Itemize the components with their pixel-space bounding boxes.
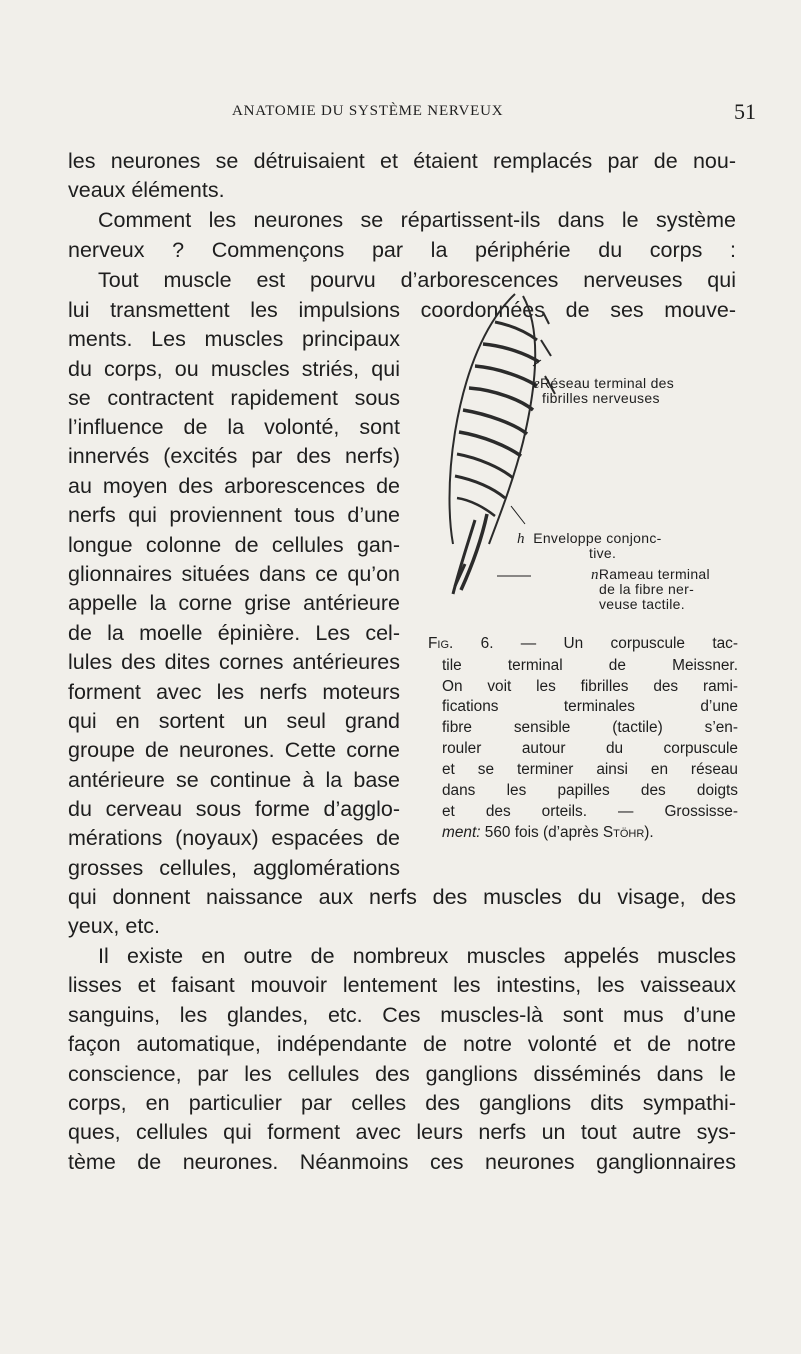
text-line: appelle la corne grise antérieure	[68, 591, 400, 615]
caption-text: 560 fois (d’après	[480, 824, 603, 841]
running-head	[50, 99, 756, 125]
text-line: de la moelle épinière. Les cel-	[68, 621, 400, 645]
text-line: se contractent rapidement sous	[68, 386, 400, 410]
text-line: yeux, etc.	[68, 914, 161, 938]
text-line: ques, cellules qui forment avec leurs nerfs un tout autre sys-	[68, 1120, 736, 1144]
meissner-corpuscle-figure	[425, 282, 745, 612]
text-line: corps, en particulier par celles des ganglions dits sympathi-	[68, 1091, 736, 1115]
label-e-key: e	[533, 376, 540, 392]
page-number: 51	[734, 99, 756, 124]
figure-caption-line	[442, 823, 738, 843]
caption-end: ).	[644, 824, 654, 841]
figure-caption-line: et des orteils. — Grossisse-	[442, 803, 738, 820]
text-line: conscience, par les cellules des ganglions disséminés dans le	[68, 1062, 736, 1086]
figure-caption-line: On voit les fibrilles des rami-	[442, 678, 738, 695]
label-h-line1: Enveloppe conjonc-	[533, 530, 662, 546]
figure-caption-line: fibre sensible (tactile) s’en-	[442, 719, 738, 736]
text-line: forment avec les nerfs moteurs	[68, 680, 400, 704]
text-line: l’influence de la volonté, sont	[68, 415, 400, 439]
figure-caption-line: tile terminal de Meissner.	[442, 657, 738, 674]
corpuscle-illustration	[425, 282, 745, 612]
text-line: Tout muscle est pourvu d’arborescences nerveuses qui	[98, 268, 736, 292]
text-line: tème de neurones. Néanmoins ces neurones ganglionnaires	[68, 1150, 736, 1174]
text-line: Il existe en outre de nombreux muscles appelés muscles	[98, 944, 736, 968]
label-h-key: h	[517, 531, 525, 547]
label-e-line1: Réseau terminal des	[539, 375, 675, 391]
text-line: nerfs qui proviennent tous d’une	[68, 503, 400, 527]
running-title: ANATOMIE DU SYSTÈME NERVEUX	[232, 103, 504, 119]
figure-caption-line: dans les papilles des doigts	[442, 782, 738, 799]
figure-caption-line	[428, 634, 738, 654]
text-line: les neurones se détruisaient et étaient remplacés par de nou-	[68, 149, 736, 173]
label-e-line2: fibrilles nerveuses	[542, 390, 660, 406]
caption-italic: ment:	[442, 824, 481, 841]
text-line: du cerveau sous forme d’agglo-	[68, 797, 400, 821]
text-line: innervés (excités par des nerfs)	[68, 444, 400, 468]
figure-caption-line: et se terminer ainsi en réseau	[442, 761, 738, 778]
text-line: au moyen des arborescences de	[68, 474, 400, 498]
figure-caption-line: rouler autour du corpuscule	[442, 740, 738, 757]
text-line: du corps, ou muscles striés, qui	[68, 357, 400, 381]
text-line: qui donnent naissance aux nerfs des muscles du visage, des	[68, 885, 736, 909]
label-n-line3: veuse tactile.	[599, 596, 685, 612]
text-line: Comment les neurones se répartissent-ils dans le système	[98, 208, 736, 232]
text-line: lules des dites cornes antérieures	[68, 650, 400, 674]
text-line: sanguins, les glandes, etc. Ces muscles-là sont mus d’une	[68, 1003, 736, 1027]
text-line: ments. Les muscles principaux	[68, 327, 400, 351]
text-line: longue colonne de cellules gan-	[68, 533, 400, 557]
figure-caption-line: fications terminales d’une	[442, 698, 738, 715]
text-line: antérieure se continue à la base	[68, 768, 400, 792]
text-line: glionnaires situées dans ce qu’on	[68, 562, 400, 586]
text-line: mérations (noyaux) espacées de	[68, 826, 400, 850]
label-n-line2: de la fibre ner-	[599, 581, 695, 597]
caption-text: — Un corpuscule tac-	[493, 635, 738, 652]
text-line: façon automatique, indépendante de notre volonté et de notre	[68, 1032, 736, 1056]
text-line: lisses et faisant mouvoir lentement les intestins, les vaisseaux	[68, 973, 736, 997]
label-n-line1: Rameau terminal	[598, 566, 710, 582]
caption-author: Stöhr	[602, 824, 645, 841]
text-line: grosses cellules, agglomérations	[68, 856, 400, 880]
text-line: veaux éléments.	[68, 178, 225, 202]
label-h-line2: tive.	[589, 545, 617, 561]
text-line: qui en sortent un seul grand	[68, 709, 400, 733]
text-line: groupe de neurones. Cette corne	[68, 738, 400, 762]
label-n-key: n	[591, 567, 599, 583]
text-line: nerveux ? Commençons par la périphérie du corps :	[68, 238, 736, 262]
text-line: lui transmettent les impulsions coordonnées de ses mouve-	[68, 298, 736, 322]
figure-number: Fig. 6.	[428, 635, 494, 652]
